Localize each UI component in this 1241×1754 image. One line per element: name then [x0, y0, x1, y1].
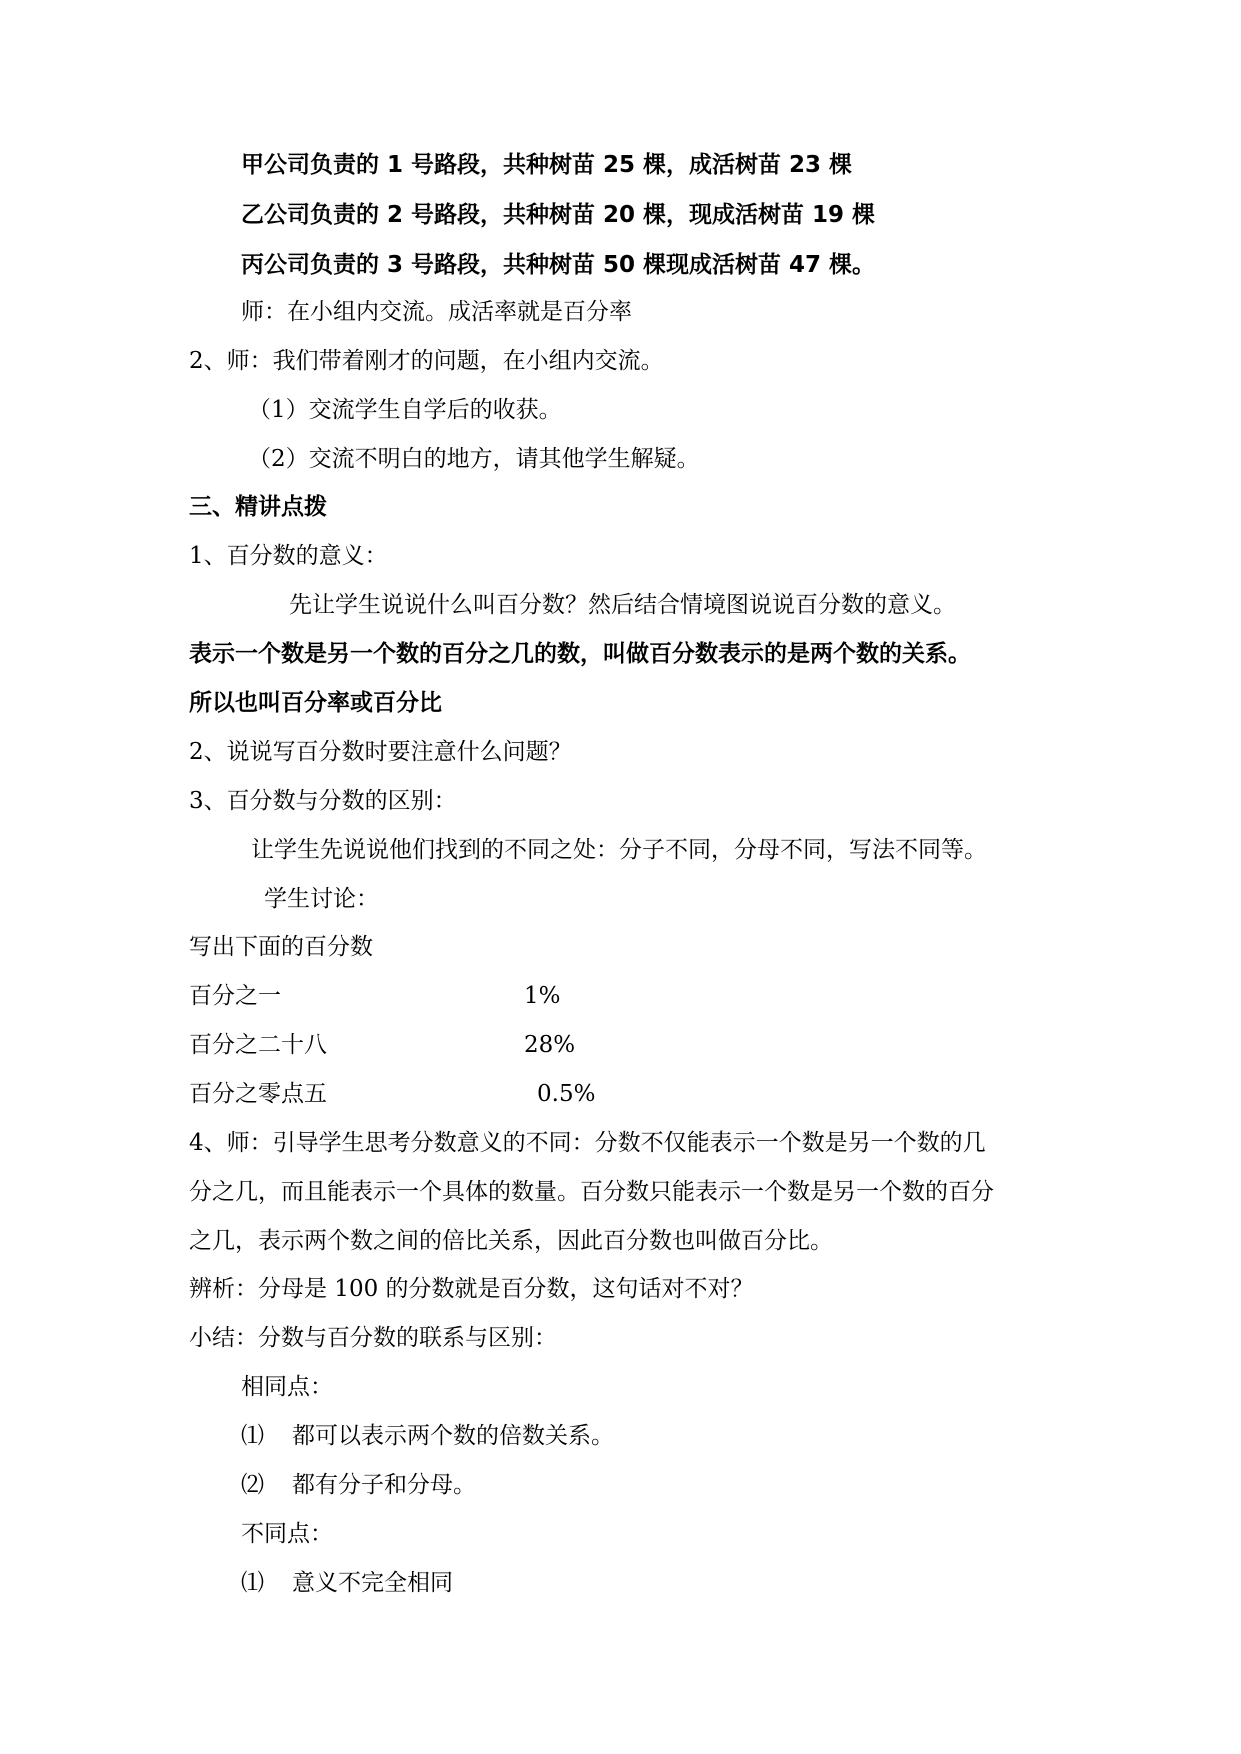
text-line: 师：在小组内交流。成活率就是百分率	[241, 299, 632, 325]
percent-value: 0.5%	[537, 1081, 596, 1107]
list-marker: ⑴	[241, 1423, 264, 1449]
list-item-text: 都可以表示两个数的倍数关系。	[292, 1423, 614, 1449]
text-line: 写出下面的百分数	[189, 934, 373, 960]
percent-value: 28%	[524, 1032, 576, 1058]
list-item-text: 都有分子和分母。	[292, 1472, 476, 1498]
text-line: 不同点：	[241, 1521, 333, 1547]
percent-value: 1%	[524, 983, 561, 1009]
text-line: 2、说说写百分数时要注意什么问题？	[189, 739, 572, 765]
text-line: 辨析：分母是 100 的分数就是百分数，这句话对不对？	[189, 1276, 754, 1302]
bold-line-company-a: 甲公司负责的 1 号路段，共种树苗 25 棵，成活树苗 23 棵	[241, 152, 853, 178]
bold-line-company-b: 乙公司负责的 2 号路段，共种树苗 20 棵，现成活树苗 19 棵	[241, 202, 876, 228]
text-line: 学生讨论：	[264, 886, 379, 912]
text-line: 先让学生说说什么叫百分数？然后结合情境图说说百分数的意义。	[289, 592, 956, 618]
percent-word: 百分之零点五	[189, 1081, 327, 1107]
text-line: 3、百分数与分数的区别：	[189, 788, 457, 814]
bold-definition-line: 表示一个数是另一个数的百分之几的数，叫做百分数表示的是两个数的关系。	[189, 641, 971, 667]
text-line: （1）交流学生自学后的收获。	[248, 397, 562, 423]
percent-word: 百分之二十八	[189, 1032, 327, 1058]
text-line: 分之几，而且能表示一个具体的数量。百分数只能表示一个数是另一个数的百分	[189, 1179, 994, 1205]
list-item-text: 意义不完全相同	[292, 1570, 453, 1596]
text-line: （2）交流不明白的地方，请其他学生解疑。	[248, 446, 700, 472]
section-heading: 三、精讲点拨	[189, 494, 327, 520]
text-line: 让学生先说说他们找到的不同之处：分子不同，分母不同，写法不同等。	[251, 837, 987, 863]
bold-line-company-c: 丙公司负责的 3 号路段，共种树苗 50 棵现成活树苗 47 棵。	[241, 252, 876, 278]
percent-word: 百分之一	[189, 983, 281, 1009]
text-line: 小结：分数与百分数的联系与区别：	[189, 1325, 557, 1351]
text-line: 1、百分数的意义：	[189, 543, 388, 569]
bold-definition-line: 所以也叫百分率或百分比	[189, 690, 442, 716]
text-line: 之几，表示两个数之间的倍比关系，因此百分数也叫做百分比。	[189, 1228, 833, 1254]
list-marker: ⑵	[241, 1472, 264, 1498]
text-line: 4、师：引导学生思考分数意义的不同：分数不仅能表示一个数是另一个数的几	[189, 1130, 986, 1156]
list-marker: ⑴	[241, 1570, 264, 1596]
text-line: 2、师：我们带着刚才的问题，在小组内交流。	[189, 348, 664, 374]
text-line: 相同点：	[241, 1374, 333, 1400]
